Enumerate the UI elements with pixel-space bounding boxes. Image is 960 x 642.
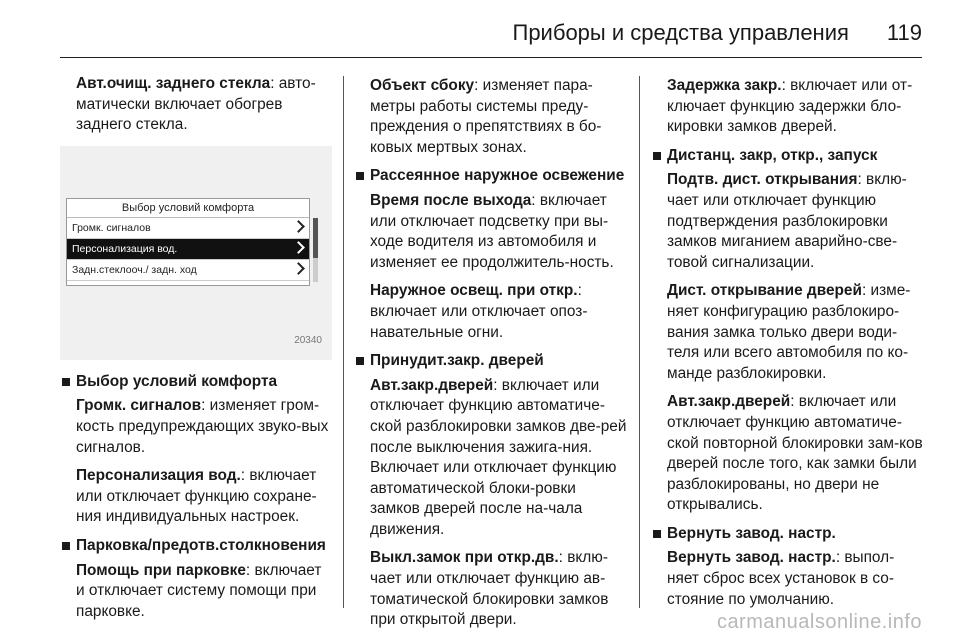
paragraph: Авт.закр.дверей: включает или отключает функцию автоматиче-ской повторной блокировки зам-ков дверей после того, как замки были разблокированы, но двери не открывались.: [667, 393, 923, 514]
watermark: carmanualsonline.info: [716, 611, 922, 633]
scroll-thumb: [313, 218, 318, 258]
bullet-square-icon: [62, 542, 70, 550]
paragraph: Помощь при парковке: включает и отключает систему помощи при парковке.: [76, 561, 322, 620]
bullet-square-icon: [653, 530, 661, 538]
paragraph: Дист. открывание дверей: изме-няет конфигурацию разблокиро-вания замка только двери води-теля или всего автомобиля по ко-манде разблокировки.: [667, 282, 911, 382]
chevron-right-icon: [292, 262, 305, 275]
screen-scrollbar: [313, 218, 318, 282]
paragraph: Подтв. дист. открывания: вклю-чает или отключает функцию подтверждения разблокировки замков миганием аварийно-све-товой сигнализации.: [667, 171, 907, 271]
figure-number: 20340: [294, 335, 322, 347]
page-number: 119: [886, 20, 922, 45]
bullet-heading: Принудит.закр. дверей: [356, 351, 628, 372]
bullet-heading: Парковка/предотв.столкновения: [62, 536, 334, 557]
bullet-square-icon: [356, 357, 364, 365]
screen-title: Выбор условий комфорта: [67, 199, 309, 218]
column-1: [62, 74, 334, 630]
figure-comfort-screen: [60, 146, 332, 360]
page-header: [60, 14, 922, 52]
bullet-square-icon: [356, 172, 364, 180]
screen-row: Задн.стеклооч./ задн. ход: [67, 260, 309, 281]
column-2: [356, 76, 628, 639]
bullet-heading: Вернуть завод. настр.: [653, 524, 925, 545]
chevron-right-icon: [292, 220, 305, 233]
paragraph: Вернуть завод. настр.: выпол-няет сброс всех установок в со-стояние по умолчанию.: [667, 549, 895, 608]
bullet-square-icon: [653, 152, 661, 160]
paragraph: Время после выхода: включает или отключает подсветку при вы-ходе водителя из автомобиля и изменяет ее продолжитель-ность.: [370, 191, 614, 271]
page-title: Приборы и средства управления: [512, 20, 849, 45]
paragraph: Авт.закр.дверей: включает или отключает функцию автоматиче-ской разблокировки замков две-рей после выключения зажига-ния. Включает или отключает функцию автоматической блоки-ровки замков дверей после на-чала движения.: [370, 376, 627, 538]
bullet-heading: Рассеянное наружное освежение: [356, 166, 628, 187]
paragraph: Выкл.замок при откр.дв.: вклю-чает или отключает функцию ав-томатической блокировки замков при открытой двери.: [370, 549, 609, 629]
paragraph: Наружное освещ. при откр.: включает или отключает опоз-навательные огни.: [370, 282, 588, 341]
paragraph: Персонализация вод.: включает или отключает функцию сохране-ния индивидуальных настроек.: [76, 467, 317, 526]
column-divider-1: [343, 76, 344, 608]
column-3: [653, 76, 925, 618]
screen-row-selected: Персонализация вод.: [67, 239, 309, 260]
bullet-square-icon: [62, 378, 70, 386]
display-screen: [66, 198, 310, 286]
header-rule: [60, 57, 922, 58]
chevron-right-icon: [292, 241, 305, 254]
screen-row: Громк. сигналов: [67, 218, 309, 239]
paragraph: Громк. сигналов: изменяет гром-кость предупреждающих звуко-вых сигналов.: [76, 397, 329, 456]
bullet-heading: Выбор условий комфорта: [62, 372, 334, 393]
bullet-heading: Дистанц. закр, откр., запуск: [653, 146, 925, 167]
paragraph: Задержка закр.: включает или от-ключает функцию задержки бло-кировки замков дверей.: [667, 77, 913, 136]
paragraph-rear-window: Авт.очищ. заднего стекла: авто-матически включает обогрев заднего стекла.: [76, 75, 316, 134]
column-divider-2: [639, 76, 640, 608]
paragraph: Объект сбоку: изменяет пара-метры работы системы преду-преждения о препятствиях в бо-ковых мертвых зонах.: [370, 77, 602, 156]
